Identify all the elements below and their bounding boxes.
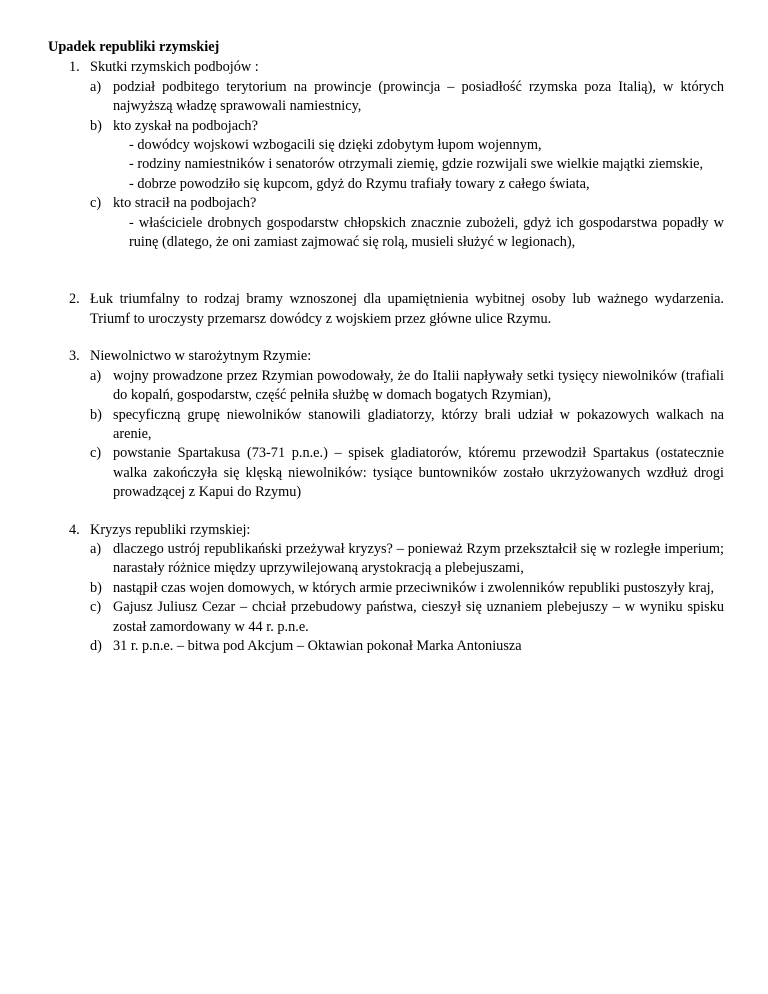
subpoint: - dobrze powodziło się kupcom, gdyż do Rzymu trafiały towary z całego świata, (129, 175, 590, 192)
spacer (48, 329, 724, 347)
list-item (90, 540, 724, 579)
subpoint: - właściciele drobnych gospodarstw chłopskich znacznie zubożeli, gdyż ich gospodarstwa popadły w ruinę (dlatego, że oni zamiast zajmować się rolą, musieli służyć w legionach), (129, 214, 724, 251)
list-item (90, 444, 724, 502)
section-2 (48, 290, 724, 329)
page-title: Upadek republiki rzymskiej (48, 39, 220, 55)
item-label: c) (90, 599, 102, 616)
subpoint: - rodziny namiestników i senatorów otrzymali ziemię, gdzie rozwijali swe wielkie majątki ziemskie, (129, 156, 704, 173)
item-text: dlaczego ustrój republikański przeżywał kryzys? – ponieważ Rzym przekształcił się w rozległe imperium; narastały różnice między uprzywilejowaną arystokracją a plebejuszami, (113, 540, 724, 577)
section-1 (48, 58, 724, 252)
item-text: kto stracił na podbojach? (113, 195, 257, 212)
item-label: c) (90, 445, 102, 462)
spacer (48, 503, 724, 521)
item-text: kto zyskał na podbojach? (113, 117, 258, 134)
section-intro: Łuk triumfalny to rodzaj bramy wznoszonej dla upamiętnienia wybitnej osoby lub ważnego wydarzenia. Triumf to uroczysty przemarsz dowódcy z wojskiem przez główne ulice Rzymu. (90, 291, 724, 327)
section-4 (48, 521, 724, 657)
spacer (48, 252, 724, 290)
list-item (90, 194, 724, 252)
section-intro: Skutki rzymskich podbojów : (90, 59, 259, 76)
item-label: c) (90, 195, 102, 212)
item-label: a) (90, 78, 102, 95)
list-item (90, 367, 724, 406)
item-text: 31 r. p.n.e. – bitwa pod Akcjum – Oktawian pokonał Marka Antoniusza (113, 637, 522, 654)
subpoint: - dowódcy wojskowi wzbogacili się dzięki zdobytym łupom wojennym, (129, 137, 542, 154)
list-item (90, 637, 724, 656)
item-text: podział podbitego terytorium na prowincje (prowincja – posiadłość rzymska poza Italią), w których najwyższą władzę sprawowali namiestnicy, (113, 78, 724, 115)
section-number: 2. (69, 291, 80, 308)
list-item (90, 78, 724, 117)
item-text: Gajusz Juliusz Cezar – chciał przebudowy państwa, cieszył się uznaniem plebejuszy – w wyniku spisku został zamordowany w 44 r. p.n.e. (113, 599, 724, 635)
document-content (48, 38, 724, 656)
section-number: 1. (69, 59, 80, 76)
section-number: 4. (69, 521, 80, 538)
section-number: 3. (69, 348, 80, 365)
item-text: nastąpił czas wojen domowych, w których armie przeciwników i zwolenników republiki pustoszyły kraj, (113, 579, 715, 596)
list-item (90, 406, 724, 445)
list-item (90, 579, 724, 598)
item-text: wojny prowadzone przez Rzymian powodowały, że do Italii napływały setki tysięcy niewolników (trafiali do kopalń, gospodarstw, część pełniła służbę w domach bogatych Rzymian), (113, 367, 724, 404)
item-text: specyficzną grupę niewolników stanowili gladiatorzy, którzy brali udział w pokazowych walkach na arenie, (113, 406, 724, 442)
item-label: b) (90, 117, 102, 134)
item-label: a) (90, 540, 102, 557)
item-label: b) (90, 579, 102, 596)
section-intro: Kryzys republiki rzymskiej: (90, 521, 251, 538)
list-item (90, 117, 724, 195)
item-label: d) (90, 637, 102, 654)
section-3 (48, 347, 724, 502)
item-label: a) (90, 367, 102, 384)
section-intro: Niewolnictwo w starożytnym Rzymie: (90, 348, 312, 365)
item-text: powstanie Spartakusa (73-71 p.n.e.) – spisek gladiatorów, któremu przewodził Spartakus (ostatecznie walka zakończyła się klęską niewolników: tysiące buntowników zostało ukrzyżowanych wzdłuż drogi prowadzącej z Kapui do Rzymu) (113, 445, 724, 501)
list-item (90, 598, 724, 637)
item-label: b) (90, 406, 102, 423)
